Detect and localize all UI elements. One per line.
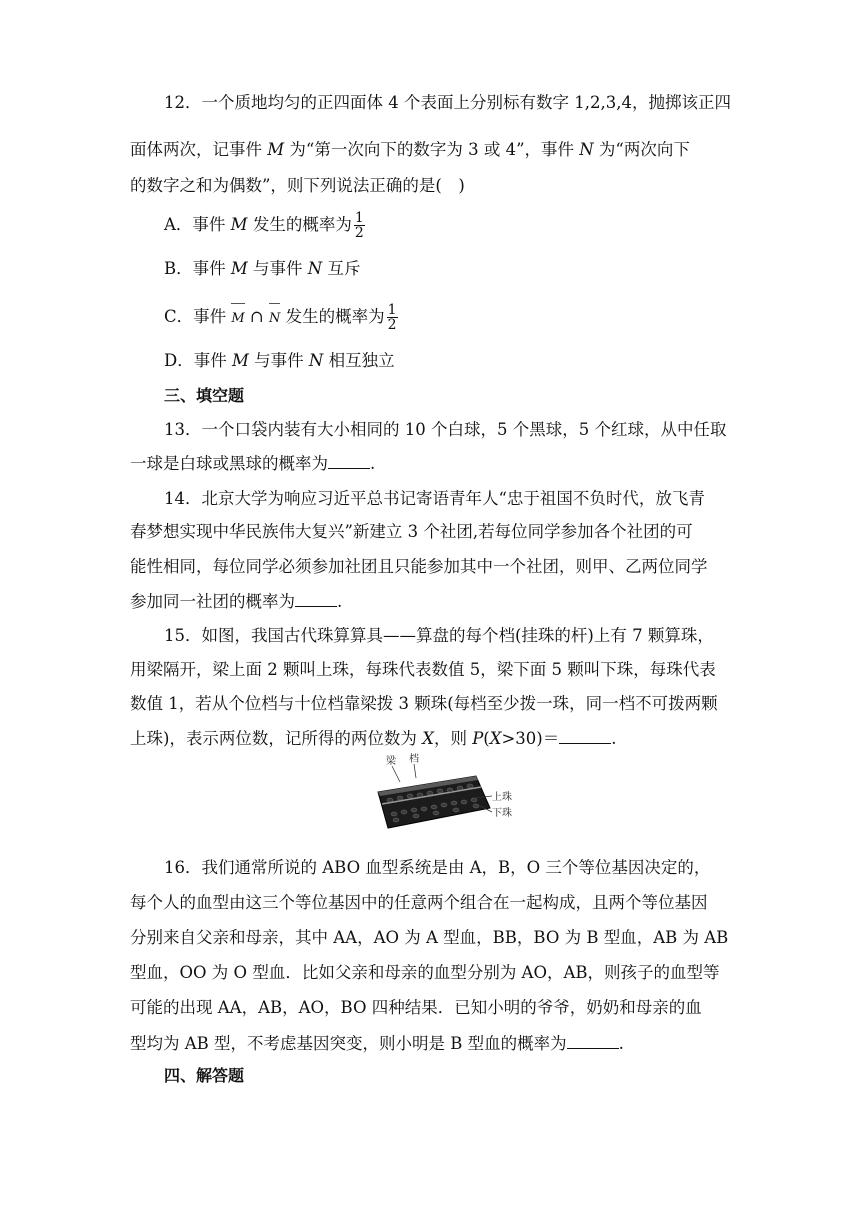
q15-line-2: 用梁隔开，梁上面 2 颗叫上珠，每珠代表数值 5，梁下面 5 颗叫下珠，每珠代表 [130, 660, 716, 679]
q16-line-6: 型均为 AB 型，不考虑基因突变，则小明是 B 型血的概率为 . [130, 1034, 624, 1053]
figure-label-rod: 档 [409, 754, 419, 765]
section-heading-solve: 四、解答题 [164, 1066, 245, 1085]
q14-line-2: 春梦想实现中华民族伟大复兴”新建立 3 个社团,若每位同学参加各个社团的可 [130, 522, 693, 541]
q12-line-3: 的数字之和为偶数”，则下列说法正确的是( ) [130, 176, 465, 195]
q13-line-1: 13．一个口袋内装有大小相同的 10 个白球，5 个黑球，5 个红球，从中任取 [164, 420, 727, 439]
q16-line-4: 型血，OO 为 O 型血．比如父亲和母亲的血型分别为 AO，AB，则孩子的血型等 [130, 963, 720, 982]
answer-blank[interactable] [567, 1032, 619, 1049]
q14-line-4: 参加同一社团的概率为 . [130, 592, 343, 611]
figure-label-beam: 梁 [386, 756, 396, 767]
q12-option-b: B．事件 M 与事件 N 互斥 [164, 259, 361, 278]
fraction: $\frac{1}{2}$ [354, 210, 364, 241]
fraction: $\frac{1}{2}$ [387, 302, 397, 333]
q14-line-1: 14．北京大学为响应习近平总书记寄语青年人“忠于祖国不负时代，放飞青 [164, 489, 705, 508]
complement-N: N [269, 306, 280, 330]
q12-option-a: A．事件 M 发生的概率为 $\frac{1}{2}$ [164, 210, 364, 241]
figure-label-lower-bead: 下珠 [492, 808, 512, 819]
q16-line-1: 16．我们通常所说的 ABO 血型系统是由 A，B，O 三个等位基因决定的， [164, 858, 711, 877]
q12-line-1: 12．一个质地均匀的正四面体 4 个表面上分别标有数字 1,2,3,4，抛掷该正四 [164, 93, 731, 112]
section-heading-fill-in: 三、填空题 [164, 386, 245, 405]
figure-label-upper-bead: 上珠 [492, 792, 512, 803]
abacus-figure [370, 752, 520, 836]
q16-line-2: 每个人的血型由这三个等位基因中的任意两个组合在一起构成，且两个等位基因 [130, 893, 708, 912]
q16-line-5: 可能的出现 AA，AB，AO，BO 四种结果．已知小明的爷爷，奶奶和母亲的血 [130, 998, 702, 1017]
q15-line-3: 数值 1，若从个位档与十位档靠梁拨 3 颗珠(每档至少拨一珠，同一档不可拨两颗 [130, 694, 718, 713]
answer-blank[interactable] [295, 590, 337, 607]
q12-line-2: 面体两次，记事件 M 为“第一次向下的数字为 3 或 4”，事件 N 为“两次向下 [130, 140, 690, 159]
answer-blank[interactable] [328, 452, 370, 469]
q16-line-3: 分别来自父亲和母亲，其中 AA，AO 为 A 型血，BB，BO 为 B 型血，AB 为 AB [130, 928, 729, 947]
q15-line-4: 上珠)，表示两位数，记所得的两位数为 X，则 P(X>30)＝ . [130, 729, 617, 748]
q15-line-1: 15．如图，我国古代珠算算具——算盘的每个档(挂珠的杆)上有 7 颗算珠， [164, 626, 714, 645]
q12-option-c: C．事件 M ∩ N 发生的概率为 $\frac{1}{2}$ [164, 302, 397, 333]
answer-blank[interactable] [559, 727, 611, 744]
q13-line-2: 一球是白球或黑球的概率为 . [130, 454, 376, 473]
q12-option-d: D．事件 M 与事件 N 相互独立 [164, 351, 395, 370]
complement-M: M [231, 306, 244, 330]
q14-line-3: 能性相同，每位同学必须参加社团且只能参加其中一个社团，则甲、乙两位同学 [130, 557, 708, 576]
